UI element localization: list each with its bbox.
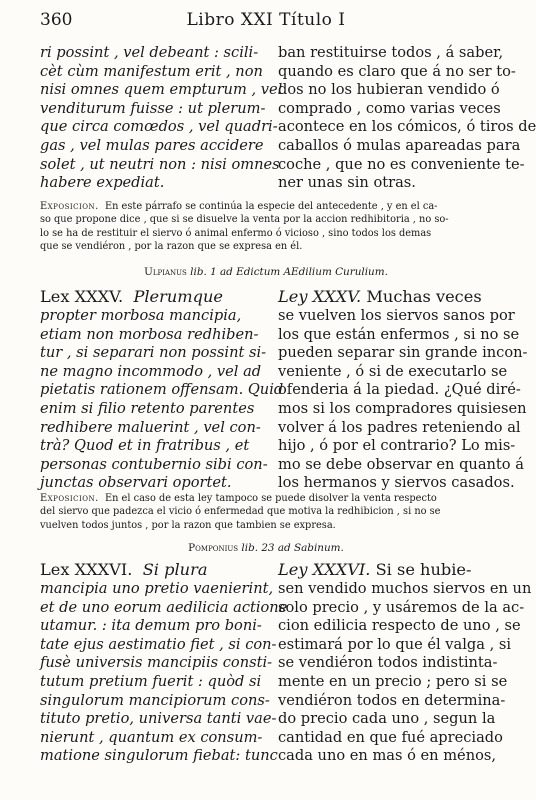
ley-label: Ley XXXV.: [278, 287, 362, 306]
source-author: Ulpianus: [144, 266, 187, 278]
lex-heading-line: Lex XXXV. Plerumque: [40, 287, 224, 306]
note-line: que se vendiéron , por la razon que se expresa en él.: [40, 241, 303, 253]
note-line: Exposicion. En este párrafo se continúa la especie del antecedente , y en el ca-: [40, 201, 438, 212]
text-line: acontece en los cómicos, ó tiros de: [278, 118, 536, 136]
ley-heading-line: Ley XXXVI. Si se hubie-: [278, 560, 472, 579]
text-line: mo se debe observar en quanto á: [278, 455, 524, 473]
text-line: coche , que no es conveniente te-: [278, 155, 525, 173]
text-line: et de uno eorum aedilicia actione: [40, 598, 288, 616]
text-line: singulorum mancipiorum cons-: [40, 691, 270, 709]
text-line: estimará por lo que él valga , si: [278, 635, 512, 653]
spanish-ley-36: [278, 560, 532, 766]
text-line: venditurum fuisse : ut plerum-: [40, 99, 266, 117]
text-line: nierunt , quantum ex consum-: [40, 728, 263, 746]
text-line: se vuelven los siervos sanos por: [278, 307, 515, 324]
latin-lex-36: [40, 560, 288, 766]
text-line: ban restituirse todos , á saber,: [278, 44, 504, 61]
running-title: Libro XXI Título I: [186, 10, 346, 30]
text-line: etiam non morbosa redhiben-: [40, 325, 259, 343]
text-line: cèt cùm manifestum erit , non: [40, 62, 263, 80]
text-line: nisi omnes quem empturum , vel: [40, 81, 283, 99]
text-line: ne magno incommodo , vel ad: [40, 362, 262, 380]
note-line: lo se ha de restituir el siervo ó animal enfermo ó vicioso , sino todos los demas: [40, 227, 432, 239]
note-line: del siervo que padezca el vicio ó enfermedad que motiva la redhibicion , si no se: [40, 506, 441, 518]
text-line: mente en un precio ; pero si se: [278, 672, 508, 690]
text-line: hijo , ó por el contrario? Lo mis-: [278, 437, 516, 455]
ley-heading-line: Ley XXXV. Muchas veces: [278, 287, 482, 306]
text-line: enim si filio retento parentes: [40, 399, 255, 417]
text-line: los hermanos y siervos casados.: [278, 474, 515, 492]
text-line: que circa comœdos , vel quadri-: [40, 118, 278, 136]
text-line: solo precio , y usáremos de la ac-: [278, 598, 525, 616]
spanish-ley-35: [278, 287, 528, 493]
text-line: junctas observari oportet.: [40, 474, 232, 492]
text-line: se vendiéron todos indistinta-: [278, 654, 498, 672]
text-line: gas , vel mulas pares accidere: [40, 136, 264, 154]
text-line: dos no los hubieran vendido ó: [278, 81, 500, 99]
text-line: caballos ó mulas apareadas para: [278, 136, 521, 154]
exposition-label: Exposicion.: [40, 201, 99, 212]
text-line: redhibere maluerint , vel con-: [40, 418, 261, 436]
note-line: Exposicion. En el caso de esta ley tampoco se puede disolver la venta respecto: [40, 493, 437, 504]
text-line: utamur. : ita demum pro boni-: [40, 617, 262, 635]
latin-text-block-1: [40, 44, 283, 193]
text-line: mos si los compradores quisiesen: [278, 399, 527, 417]
text-line: tutum pretium fuerit : quòd si: [40, 672, 262, 690]
source-citation-1: [40, 266, 492, 278]
text-line: do precio cada uno , segun la: [278, 710, 496, 728]
text-line: veniente , ó si de executarlo se: [278, 362, 508, 380]
exposition-note-2: [40, 492, 492, 532]
text-line: volver á los padres reteniendo al: [278, 418, 521, 436]
text-line: matione singulorum fiebat: tunc: [40, 747, 278, 765]
spanish-text-block-1: [278, 44, 536, 193]
exposition-note-1: [40, 200, 492, 254]
text-line: pueden separar sin grande incon-: [278, 344, 528, 362]
page-header: [40, 10, 492, 34]
text-line: cantidad en que fué apreciado: [278, 728, 503, 746]
exposition-label: Exposicion.: [40, 493, 99, 504]
text-line: cada uno en mas ó en ménos,: [278, 747, 497, 765]
text-line: habere expediat.: [40, 174, 165, 192]
lex-heading-line: Lex XXXVI. Si plura: [40, 560, 208, 579]
latin-lex-35: [40, 287, 284, 493]
text-line: ofenderia á la piedad. ¿Qué diré-: [278, 381, 521, 399]
text-line: cion edilicia respecto de uno , se: [278, 617, 521, 635]
text-line: tate ejus aestimatio fiet , si con-: [40, 635, 277, 653]
text-line: fusè universis mancipiis consti-: [40, 654, 273, 672]
text-line: mancipia uno pretio vaenierint,: [40, 580, 274, 597]
text-line: pietatis rationem offensam. Quid: [40, 381, 284, 399]
source-work: lib. 23 ad Sabinum.: [241, 542, 344, 554]
text-line: trà? Quod et in fratribus , et: [40, 437, 250, 455]
text-line: los que están enfermos , si no se: [278, 325, 520, 343]
text-line: vendiéron todos en determina-: [278, 691, 506, 709]
page-number: 360: [40, 10, 73, 30]
lex-label: Lex XXXV.: [40, 287, 124, 306]
text-line: sen vendido muchos siervos en un: [278, 580, 532, 597]
text-line: ri possint , vel debeant : scili-: [40, 44, 259, 61]
source-citation-2: [40, 542, 492, 554]
note-line: so que propone dice , que si se disuelve la venta por la accion redhibitoria , no so-: [40, 214, 449, 226]
lex-label: Lex XXXVI.: [40, 560, 133, 579]
text-line: ner unas sin otras.: [278, 174, 416, 192]
text-line: tituto pretio, universa tanti vae-: [40, 710, 277, 728]
text-line: solet , ut neutri non : nisi omnes: [40, 155, 280, 173]
text-line: comprado , como varias veces: [278, 99, 501, 117]
ley-label: Ley XXXVI.: [278, 560, 371, 579]
text-line: propter morbosa mancipia,: [40, 307, 242, 324]
source-author: Pomponius: [188, 542, 239, 554]
source-work: lib. 1 ad Edictum AEdilium Curulium.: [190, 266, 388, 278]
text-line: quando es claro que á no ser to-: [278, 62, 516, 80]
text-line: personas contubernio sibi con-: [40, 455, 268, 473]
note-line: vuelven todos juntos , por la razon que tambien se expresa.: [40, 519, 336, 531]
text-line: tur , si separari non possint si-: [40, 344, 267, 362]
